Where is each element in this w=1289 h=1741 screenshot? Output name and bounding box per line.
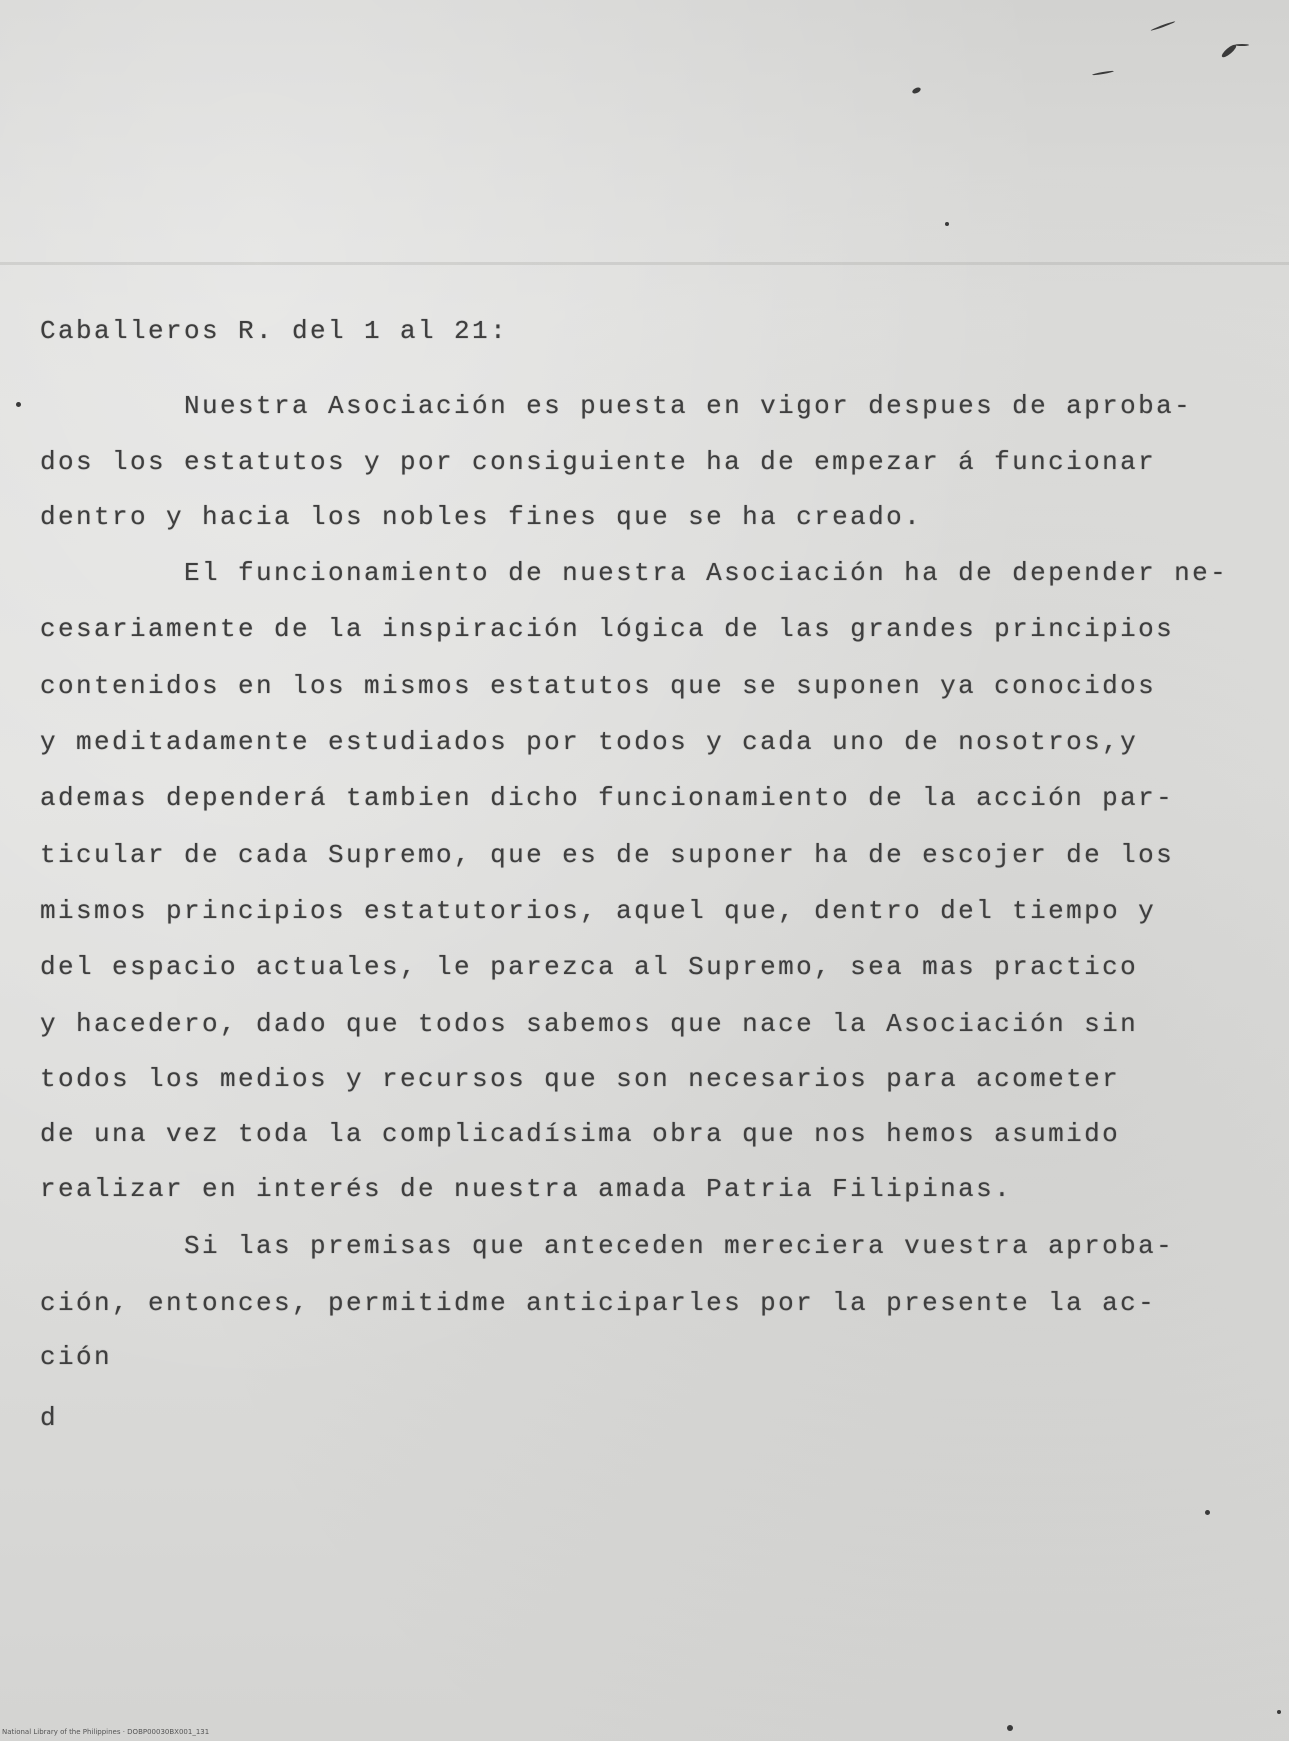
- text-line: todos los medios y recursos que son necesarios para acometer: [40, 1064, 1121, 1094]
- text-line: de una vez toda la complicadísima obra que nos hemos asumido: [40, 1119, 1121, 1149]
- text-line: y meditadamente estudiados por todos y cada uno de nosotros,y: [40, 727, 1139, 757]
- ink-speck: [16, 402, 21, 407]
- text-line: ción, entonces, permitidme anticiparles por la presente la ac-: [40, 1288, 1157, 1318]
- text-line: dentro y hacia los nobles fines que se ha creado.: [40, 502, 923, 532]
- text-line: cesariamente de la inspiración lógica de las grandes principios: [40, 614, 1175, 644]
- ink-speck: [1150, 21, 1175, 32]
- text-line: Nuestra Asociación es puesta en vigor despues de aproba-: [40, 391, 1193, 421]
- text-line: ción: [40, 1342, 113, 1372]
- text-line: realizar en interés de nuestra amada Patria Filipinas.: [40, 1174, 1013, 1204]
- ink-speck: [1235, 44, 1249, 46]
- archive-caption: National Library of the Philippines · DOBP00030BX001_131: [2, 1728, 210, 1736]
- salutation: Caballeros R. del 1 al 21:: [40, 316, 509, 346]
- text-line: mismos principios estatutorios, aquel que, dentro del tiempo y: [40, 896, 1157, 926]
- ink-speck: [945, 222, 949, 226]
- ink-speck: [1277, 1710, 1281, 1714]
- ink-speck: [911, 86, 921, 94]
- text-line: ademas dependerá tambien dicho funcionamiento de la acción par-: [40, 783, 1175, 813]
- ink-speck: [1092, 70, 1114, 76]
- text-line: d: [40, 1403, 59, 1433]
- text-line: ticular de cada Supremo, que es de suponer ha de escojer de los: [40, 840, 1175, 870]
- text-line: El funcionamiento de nuestra Asociación ha de depender ne-: [40, 558, 1229, 588]
- text-line: Si las premisas que anteceden mereciera vuestra aproba-: [40, 1231, 1175, 1261]
- ink-speck: [1007, 1725, 1013, 1731]
- ink-speck: [1205, 1510, 1210, 1515]
- text-line: y hacedero, dado que todos sabemos que nace la Asociación sin: [40, 1009, 1139, 1039]
- text-line: del espacio actuales, le parezca al Supremo, sea mas practico: [40, 952, 1139, 982]
- text-line: dos los estatutos y por consiguiente ha de empezar á funcionar: [40, 447, 1157, 477]
- paper-fold: [0, 262, 1289, 265]
- text-line: contenidos en los mismos estatutos que se suponen ya conocidos: [40, 671, 1157, 701]
